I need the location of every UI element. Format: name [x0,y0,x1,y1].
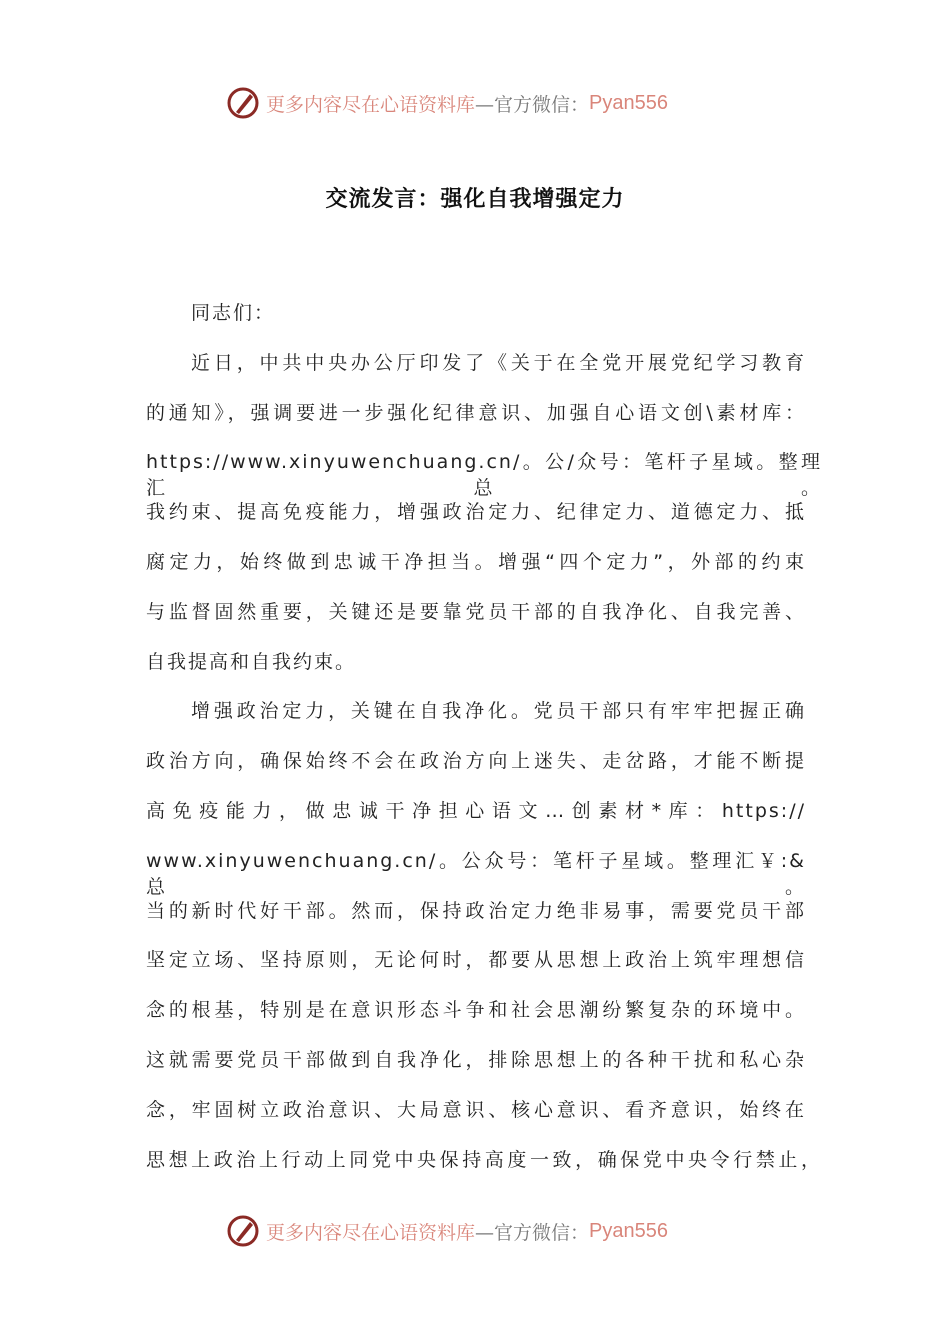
paragraph-line: 我约束、提高免疫能力，增强政治定力、纪律定力、道德定力、抵 [146,501,806,524]
paragraph-line: 念，牢固树立政治意识、大局意识、核心意识、看齐意识，始终在 [146,1098,806,1121]
paragraph-line: 自我提高和自我约束。 [146,650,357,673]
paragraph-line: 高免疫能力，做忠诚干净担心语文…创素材*库：https:// [146,800,806,822]
paragraph-line: https://www.xinyuwenchuang.cn/。公/众号：笔杆子星域。整理汇总。 [146,451,822,500]
paragraph-line: 的通知》，强调要进一步强化纪律意识、加强自心语文创\素材库： [146,401,806,424]
paragraph-line: 这就需要党员干部做到自我净化，排除思想上的各种干扰和私心杂 [146,1049,806,1071]
banner-wechat-label: —官方微信： [475,1221,590,1244]
paragraph-line: 念的根基，特别是在意识形态斗争和社会思潮纷繁复杂的环境中。 [146,999,806,1022]
pen-logo-icon [226,1214,260,1248]
banner-site: 更多内容尽在心语资料库 [266,1221,476,1244]
paragraph-line: 近日，中共中央办公厅印发了《关于在全党开展党纪学习教育 [191,351,806,374]
pen-logo-icon [226,86,260,120]
banner-wechat-label: —官方微信： [475,93,590,116]
banner-wechat-id: Pyan556 [589,91,668,114]
document-title: 交流发言：强化自我增强定力 [325,186,625,212]
paragraph-line: 坚定立场、坚持原则，无论何时，都要从思想上政治上筑牢理想信 [146,949,806,972]
paragraph-line: 同志们： [191,302,276,324]
paragraph-line: 思想上政治上行动上同党中央保持高度一致，确保党中央令行禁止， [146,1148,822,1171]
footer-banner [226,1211,726,1251]
header-banner [226,83,726,123]
paragraph-line: 腐定力，始终做到忠诚干净担当。增强“四个定力”，外部的约束 [146,551,806,573]
paragraph-line: 政治方向，确保始终不会在政治方向上迷失、走岔路，才能不断提 [146,750,806,773]
paragraph-line: 与监督固然重要，关键还是要靠党员干部的自我净化、自我完善、 [146,600,806,623]
banner-wechat-id: Pyan556 [589,1219,668,1242]
banner-site: 更多内容尽在心语资料库 [266,93,476,116]
paragraph-line: www.xinyuwenchuang.cn/。公众号：笔杆子星域。整理汇￥:&总。 [146,849,806,898]
paragraph-line: 增强政治定力，关键在自我净化。党员干部只有牢牢把握正确 [191,700,806,723]
paragraph-line: 当的新时代好干部。然而，保持政治定力绝非易事，需要党员干部 [146,899,806,922]
